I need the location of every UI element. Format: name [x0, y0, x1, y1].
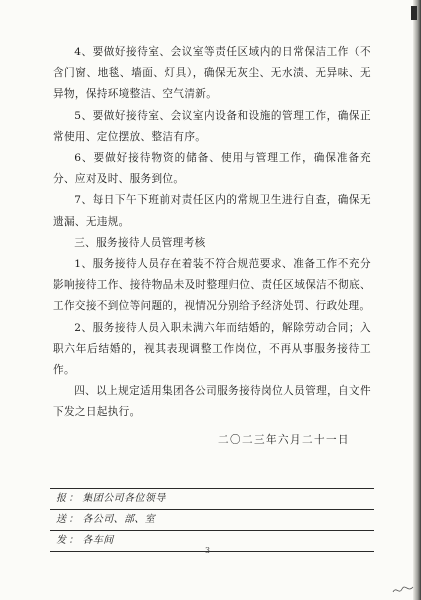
distribution-row-report: 报 ： 集团公司各位领导	[50, 489, 374, 510]
paragraph-item-7: 7、每日下午下班前对责任区内的常规卫生进行自查，确保无遗漏、无违规。	[53, 194, 371, 228]
distribution-value: 集团公司各位领导	[82, 493, 166, 504]
handwritten-mark	[392, 584, 414, 596]
distribution-row-send: 送 ： 各公司、部、室	[50, 510, 374, 531]
document-date: 二〇二三年六月二十一日	[218, 434, 350, 446]
page-edge-mark	[411, 6, 417, 20]
distribution-block	[50, 488, 374, 552]
paragraph-item-4: 4、要做好接待室、会议室等责任区域内的日常保洁工作（不含门窗、地毯、墙面、灯具），确保无灰尘、无水渍、无异味、无异物，保持环境整洁、空气清新。	[53, 46, 371, 101]
paragraph-assessment-2: 2、服务接待人员入职未满六年而结婚的，解除劳动合同；入职六年后结婚的，视其表现调整工作岗位，不再从事服务接待工作。	[53, 321, 371, 377]
distribution-value: 各车间	[82, 535, 114, 546]
document-body	[53, 42, 371, 424]
distribution-key: 发	[56, 535, 67, 546]
distribution-value: 各公司、部、室	[82, 514, 156, 525]
paragraph-assessment-1: 1、服务接待人员存在着装不符合规范要求、准备工作不充分影响接待工作、接待物品未及时整理归位、责任区域保洁不彻底、工作交接不到位等问题的，视情况分别给予经济处罚、行政处理。	[53, 258, 371, 313]
page-edge-shadow	[413, 0, 421, 600]
distribution-key: 送	[56, 514, 67, 525]
paragraph-item-5: 5、要做好接待室、会议室内设备和设施的管理工作，确保正常使用、定位摆放、整洁有序。	[53, 109, 371, 143]
paragraph-item-6: 6、要做好接待物资的储备、使用与管理工作，确保准备充分、应对及时、服务到位。	[53, 152, 371, 186]
distribution-key: 报	[56, 493, 67, 504]
page-number: 3	[205, 546, 211, 555]
section-heading-3: 三、服务接待人员管理考核	[74, 236, 206, 249]
distribution-row-issue: 发 ： 各车间	[50, 531, 374, 552]
section-heading-4: 四、以上规定适用集团各公司服务接待岗位人员管理，自文件下发之日起执行。	[53, 385, 371, 419]
